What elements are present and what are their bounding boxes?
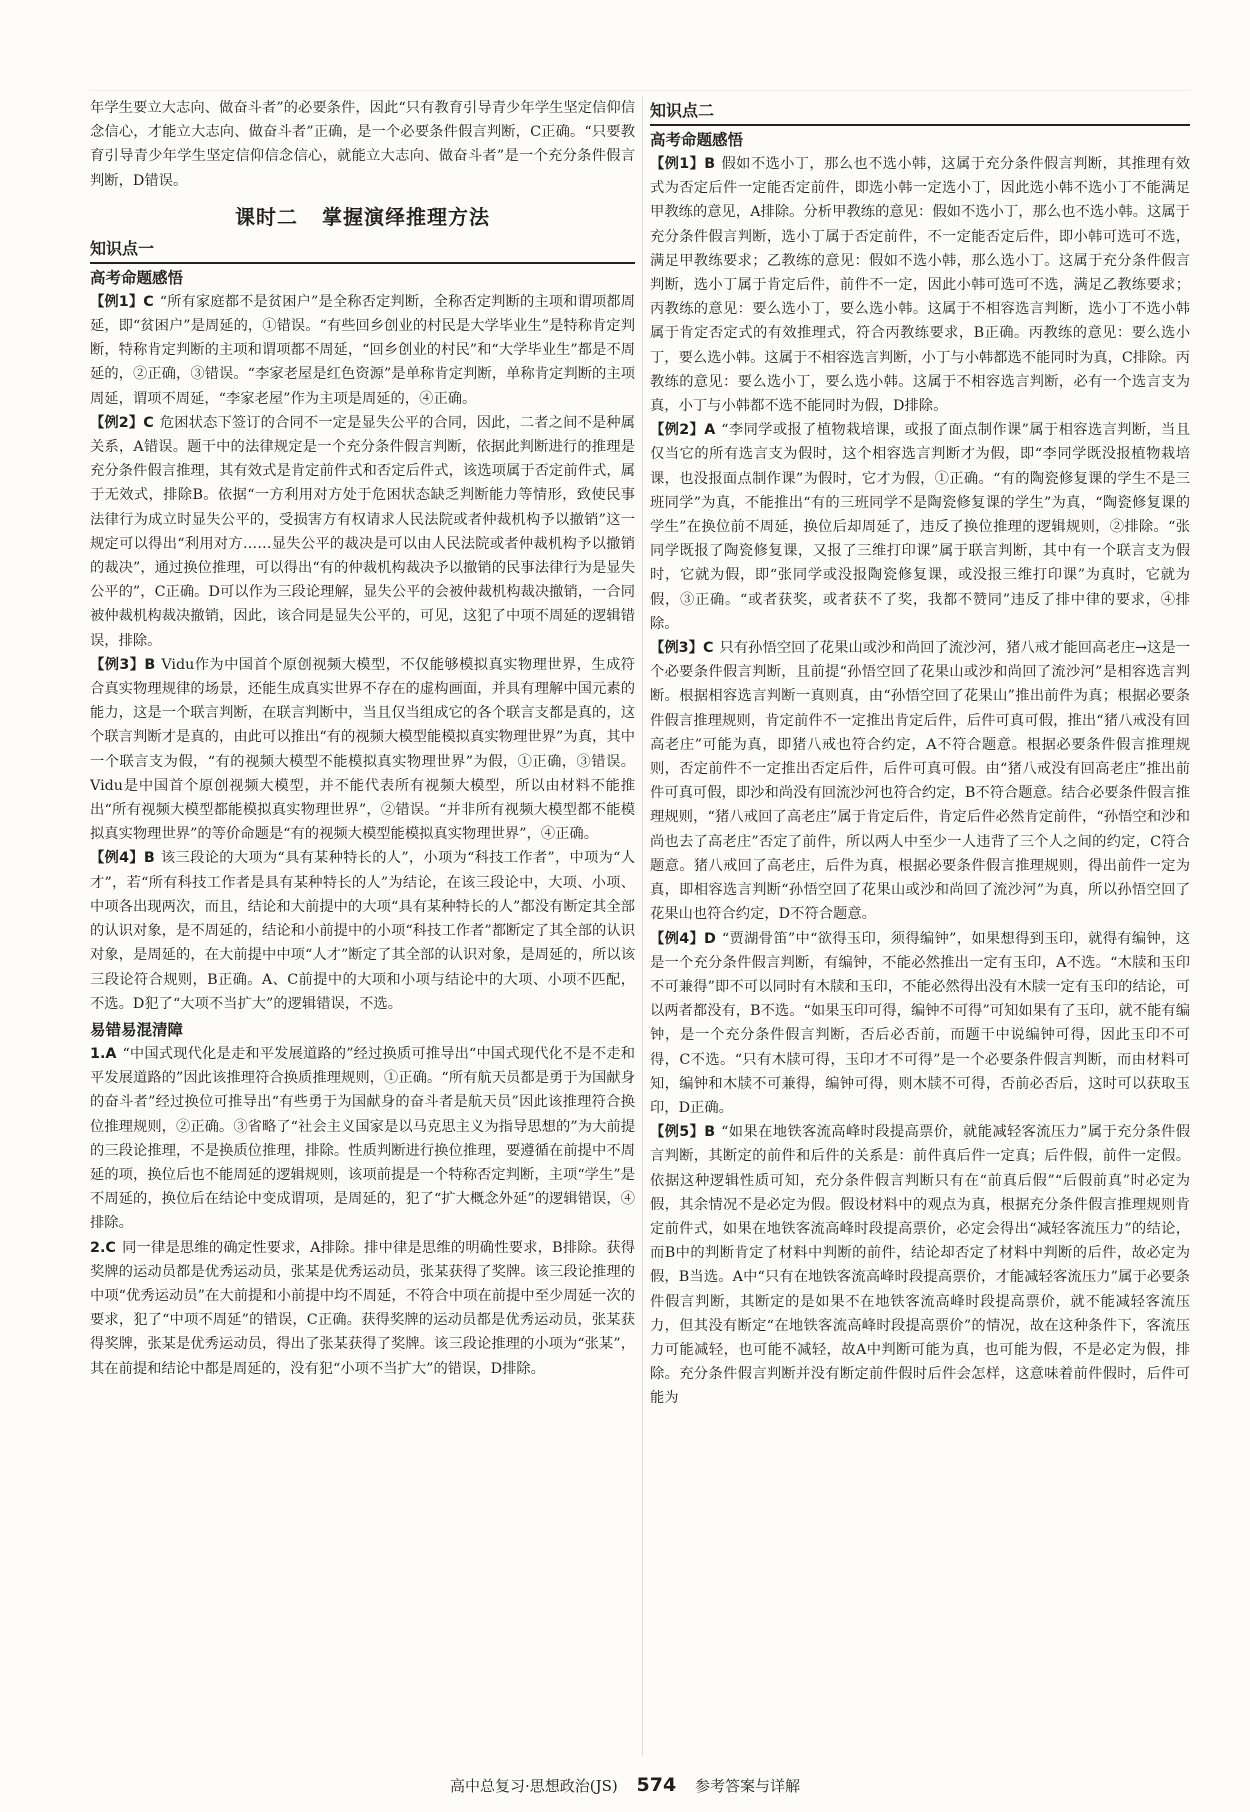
left-examples-list bbox=[90, 290, 635, 1016]
page-number: 574 bbox=[636, 1774, 677, 1796]
example-paragraph: 【例3】B Vidu作为中国首个原创视频大模型，不仅能够模拟真实物理世界，生成符合真实物理规律的场景，还能生成真实世界不存在的虚构画面，并具有理解中国元素的能力，这是一个联言判断，在联言判断中，当且仅当组成它的各个联言支都是真的，这个联言判断才是真的，由此可以推出“有的视频大模型能模拟真实物理世界”为真，其中一个联言支为假，“有的视频大模型不能模拟真实物理世界”为假，①正确，③错误。Vidu是中国首个原创视频大模型，并不能代表所有视频大模型，所以由材料不能推出“所有视频大模型都能模拟真实物理世界”，②错误。“并非所有视频大模型都不能模拟真实物理世界”的等价命题是“有的视频大模型能模拟真实物理世界”，④正确。 bbox=[90, 656, 635, 843]
example-paragraph: 【例1】B 假如不选小丁，那么也不选小韩，这属于充分条件假言判断，其推理有效式为否定后件一定能否定前件，即选小韩一定选小丁，因此选小韩不选小丁不能满足甲教练的意见，A排除。分析甲教练的意见：假如不选小丁，那么也不选小韩。这属于充分条件假言判断，选小丁属于否定前件，不一定能否定后件，即小韩可选可不选，满足甲教练要求；乙教练的意见：假如不选小韩，那么选小丁。这属于充分条件假言判断，选小丁属于肯定后件，前件不一定，因此小韩可选可不选，满足乙教练要求；丙教练的意见：要么选小丁，要么选小韩。这属于不相容选言判断，选小丁不选小韩属于肯定否定式的有效推理式，符合丙教练要求，B正确。丙教练的意见：要么选小丁，要么选小韩。这属于不相容选言判断，小丁与小韩都选不能同时为真，C排除。丙教练的意见：要么选小丁，要么选小韩。这属于不相容选言判断，必有一个选言支为真，小丁与小韩都不选不能同时为假，D排除。 bbox=[650, 156, 1191, 415]
example-paragraph: 【例2】A “李同学或报了植物栽培课，或报了面点制作课”属于相容选言判断，当且仅当它的所有选言支为假时，这个相容选言判断才为假，即“李同学既没报植物栽培课，也没报面点制作课”为假时，它才为假，①正确。“有的陶瓷修复课的学生不是三班同学”为真，不能推出“有的三班同学不是陶瓷修复课的学生”为真，“陶瓷修复课的学生”在换位前不周延，换位后却周延了，违反了换位推理的逻辑规则，②排除。“张同学既报了陶瓷修复课，又报了三维打印课”属于联言判断，其中有一个联言支为假时，它就为假，即“张同学或没报陶瓷修复课，或没报三维打印课”为真时，它就为假，③正确。“或者获奖，或者获不了奖，我都不赞同”违反了排中律的要求，④排除。 bbox=[650, 422, 1190, 632]
mistake-item: 2.C 同一律是思维的确定性要求，A排除。排中律是思维的明确性要求，B排除。获得奖牌的运动员都是优秀运动员，张某是优秀运动员，张某获得了奖牌。该三段论推理的中项“优秀运动员”在大前提和小前提中均不周延，不符合中项在前提中至少周延一次的要求，犯了“中项不周延”的错误，C正确。获得奖牌的运动员都是优秀运动员，张某获得奖牌，张某是优秀运动员，得出了张某获得了奖牌。该三段论推理的小项为“张某”，其在前提和结论中都是周延的，没有犯“小项不当扩大”的错误，D排除。 bbox=[90, 1239, 635, 1377]
right-column bbox=[650, 96, 1190, 1411]
exam-insight-heading: 高考命题感悟 bbox=[90, 268, 184, 287]
knowledge-point-1-heading: 知识点一 bbox=[90, 236, 635, 264]
knowledge-point-2-heading: 知识点二 bbox=[650, 98, 1190, 126]
example-paragraph: 【例4】D “贾湖骨笛”中“欲得玉印，须得编钟”，如果想得到玉印，就得有编钟，这是一个充分条件假言判断，有编钟，不能必然推出一定有玉印，A不选。“木牍和玉印不可兼得”即不可以同时有木牍和玉印，不能必然得出没有木牍一定有玉印的结论，可以两者都没有，B不选。“如果玉印可得，编钟不可得”可知如果有了玉印，就不能有编钟，是一个充分条件假言判断，否后必否前，而题干中说编钟可得，因此玉印不可得，C不选。“只有木牍可得，玉印才不可得”是一个必要条件假言判断，而由材料可知，编钟和木牍不可兼得，编钟可得，则木牍不可得，否前必否后，这时可以获取玉印，D正确。 bbox=[650, 930, 1190, 1116]
common-mistakes-heading: 易错易混清障 bbox=[90, 1020, 184, 1039]
header-rule bbox=[90, 90, 1190, 91]
section-title: 参考答案与详解 bbox=[694, 1777, 800, 1795]
example-paragraph: 【例4】B 该三段论的大项为“具有某种特长的人”，小项为“科技工作者”，中项为“人才”，若“所有科技工作者是具有某种特长的人”为结论，在该三段论中，大项、小项、中项各出现两次，而且，结论和大前提中的大项“具有某种特长的人”都没有断定其全部的认识对象，是不周延的，结论和小前提中的小项“科技工作者”都断定了其全部的认识对象，是周延的，在大前提中中项“人才”断定了其全部的认识对象，是周延的，所以该三段论符合规则，B正确。A、C前提中的大项和小项与结论中的大项、小项不匹配，不选。D犯了“大项不当扩大”的逻辑错误，不选。 bbox=[90, 850, 635, 1012]
example-paragraph: 【例1】C “所有家庭都不是贫困户”是全称否定判断，全称否定判断的主项和谓项都周延，即“贫困户”是周延的，①错误。“有些回乡创业的村民是大学毕业生”是特称肯定判断，特称肯定判断的主项和谓项都不周延，“回乡创业的村民”和“大学毕业生”都是不周延的，②正确，③错误。“李家老屋是红色资源”是单称肯定判断，单称肯定判断的主项周延，谓项不周延，“李家老屋”作为主项是周延的，④正确。 bbox=[90, 293, 635, 407]
mistakes-list bbox=[90, 1042, 635, 1381]
mistake-item: 1.A “中国式现代化是走和平发展道路的”经过换质可推导出“中国式现代化不是不走和平发展道路的”因此该推理符合换质推理规则，①正确。“所有航天员都是勇于为国献身的奋斗者”经过换位可推导出“有些勇于为国献身的奋斗者是航天员”因此该推理符合换位推理规则，②正确。③省略了“社会主义国家是以马克思主义为指导思想的”为大前提的三段论推理，不是换质位推理，排除。性质判断进行换位推理，要遵循在前提中不周延的项，换位后也不能周延的逻辑规则，该项前提是一个特称否定判断，主项“学生”是不周延的，换位后在结论中变成谓项，是周延的，犯了“扩大概念外延”的逻辑错误，④排除。 bbox=[90, 1045, 635, 1232]
book-title: 高中总复习·思想政治(JS) bbox=[449, 1777, 618, 1795]
page-footer bbox=[0, 1774, 1250, 1796]
lesson-name: 掌握演绎推理方法 bbox=[322, 204, 490, 229]
exam-insight-heading-2: 高考命题感悟 bbox=[650, 131, 744, 149]
intro-paragraph: 年学生要立大志向、做奋斗者”的必要条件，因此“只有教育引导青少年学生坚定信仰信念信心，才能立大志向、做奋斗者”正确，是一个必要条件假言判断，C正确。“只要教育引导青少年学生坚定信仰信念信心，就能立大志向、做奋斗者”是一个充分条件假言判断，D错误。 bbox=[90, 100, 635, 189]
example-paragraph: 【例5】B “如果在地铁客流高峰时段提高票价，就能减轻客流压力”属于充分条件假言判断，其断定的前件和后件的关系是：前件真后件一定真；后件假，前件一定假。依据这种逻辑性质可知，充分条件假言判断只有在“前真后假”“后假前真”时必定为假，其余情况不是必定为假。假设材料中的观点为真，根据充分条件假言推理规则肯定前件式，如果在地铁客流高峰时段提高票价，必定会得出“减轻客流压力”的结论，而B中的判断肯定了材料中判断的前件，结论却否定了材料中判断的后件，故必定为假，B当选。A中“只有在地铁客流高峰时段提高票价，才能减轻客流压力”属于必要条件假言判断，其断定的是如果不在地铁客流高峰时段提高票价，就不能减轻客流压力，但其没有断定“在地铁客流高峰时段提高票价”的情况，故在这种条件下，客流压力可能减轻，也可能不减轻，故A中判断可能为真，也可能为假，不是必定为假，排除。充分条件假言判断并没有断定前件假时后件会怎样，这意味着前件假时，后件可能为 bbox=[650, 1124, 1190, 1407]
left-column bbox=[90, 96, 635, 1381]
example-paragraph: 【例2】C 危困状态下签订的合同不一定是显失公平的合同，因此，二者之间不是种属关系，A错误。题干中的法律规定是一个充分条件假言判断，依据此判断进行的推理是充分条件假言推理，其有效式是肯定前件式和否定后件式，该选项属于否定前件式，属于无效式，排除B。依据“一方利用对方处于危困状态缺乏判断能力等情形，致使民事法律行为成立时显失公平的，受损害方有权请求人民法院或者仲裁机构予以撤销”这一规定可以得出“利用对方……显失公平的裁决是可以由人民法院或者仲裁机构予以撤销的裁决”，通过换位推理，可以得出“有的仲裁机构裁决予以撤销的民事法律行为是显失公平的”，C正确。D可以作为三段论理解，显失公平的会被仲裁机构裁决撤销，一合同被仲裁机构裁决撤销，因此，该合同是显失公平的，可见，这犯了中项不周延的逻辑错误，排除。 bbox=[90, 414, 636, 649]
lesson-number: 课时二 bbox=[235, 204, 298, 229]
example-paragraph: 【例3】C 只有孙悟空回了花果山或沙和尚回了流沙河，猪八戒才能回高老庄→这是一个必要条件假言判断，且前提“孙悟空回了花果山或沙和尚回了流沙河”是相容选言判断。根据相容选言判断一真则真，由“孙悟空回了花果山”推出前件为真；根据必要条件假言推理规则，肯定前件不一定推出肯定后件，后件可真可假，推出“猪八戒没有回高老庄”可能为真，即猪八戒也符合约定，A不符合题意。根据必要条件假言推理规则，否定前件不一定推出否定后件，后件可真可假。由“猪八戒没有回高老庄”推出前件可真可假，即沙和尚没有回流沙河也符合约定，B不符合题意。结合必要条件假言推理规则，“猪八戒回了高老庄”属于肯定后件，肯定后件必然肯定前件，“孙悟空和沙和尚也去了高老庄”否定了前件，所以两人中至少一人违背了三个人之间的约定，C符合题意。猪八戒回了高老庄，后件为真，根据必要条件假言推理规则，得出前件一定为真，即相容选言判断“孙悟空回了花果山或沙和尚回了流沙河”为真，所以孙悟空回了花果山也符合约定，D不符合题意。 bbox=[650, 640, 1190, 923]
lesson-heading bbox=[90, 201, 635, 230]
column-divider bbox=[642, 96, 643, 1756]
